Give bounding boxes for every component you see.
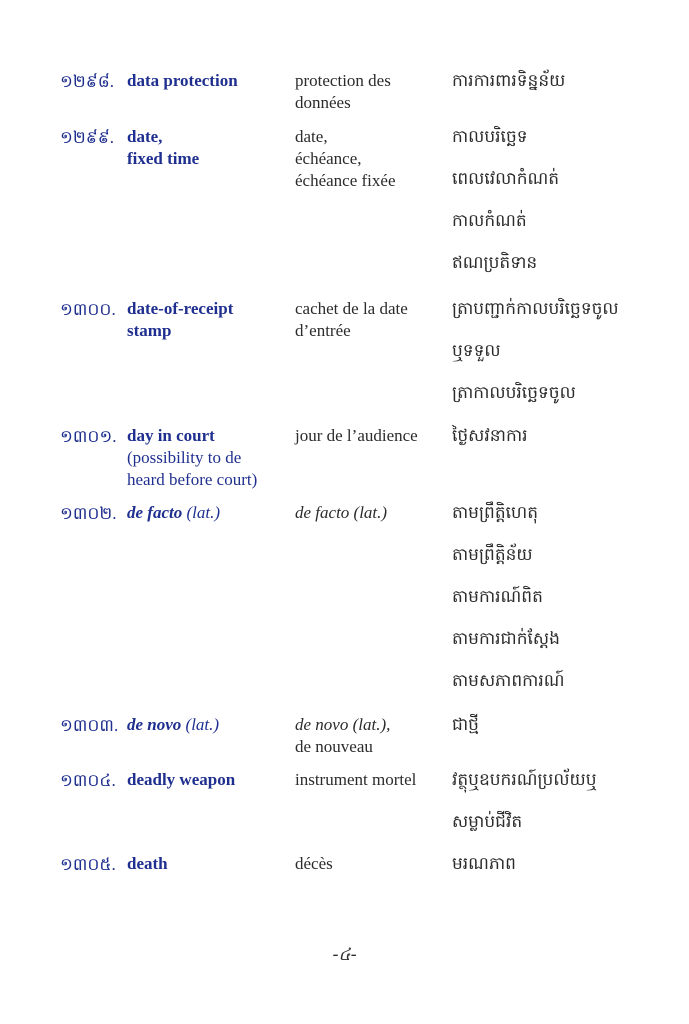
entry-number: ១៣០៤. [60,771,116,790]
term-note: heard before court) [127,470,258,489]
khmer-translation [452,769,677,853]
french-translation [295,853,445,875]
entry-number: ១២៩៨. [60,72,115,91]
km-line: កាលបរិច្ឆេទ [452,127,528,147]
km-line: តាមការជាក់ស្ដែង [452,629,560,649]
term-lat: (lat.) [186,503,221,522]
entry-number: ១៣០២. [60,504,117,523]
km-line: ឬទទួល [452,341,501,361]
term-text [127,714,287,736]
km-line: ត្រាកាលបរិច្ឆេទចូល [452,383,576,403]
km-line: តាមព្រឹត្តិន័យ [452,545,533,565]
entry-number: ១២៩៩. [60,128,115,147]
km-line: កាលកំណត់ [452,211,527,231]
entry-number: ១៣០៥. [60,855,116,874]
khmer-translation [452,853,677,895]
term-text: date, [127,127,163,146]
french-translation [295,714,445,758]
fr-line: données [295,93,351,112]
fr-line: date, [295,127,328,146]
page-number: -៤- [332,945,357,965]
km-line: ថ្ងៃសវនាការ [452,426,528,446]
km-line: តាមព្រឹត្តិហេតុ [452,503,538,523]
khmer-translation [452,714,677,756]
entry-number: ១៣០០. [60,300,116,319]
km-line: សម្លាប់ជីវិត [452,812,523,832]
km-line: ការការពារទិន្នន័យ [452,71,566,91]
english-term [127,502,287,524]
km-line: តាមការណ៍ពិត [452,587,543,607]
english-term [127,769,287,791]
entry-number: ១៣០១. [60,427,117,446]
term-italic: de novo [127,715,182,734]
km-line: វត្ថុឬឧបករណ៍ប្រល័យឬ [452,770,597,790]
fr-line: de nouveau [295,737,373,756]
english-term [127,714,287,736]
english-term [127,126,287,170]
english-term [127,298,287,342]
term-text-2: stamp [127,321,172,340]
english-term [127,425,287,491]
fr-line: d’entrée [295,321,351,340]
english-term [127,853,287,875]
term-text: deadly weapon [127,770,236,789]
fr-line: protection des [295,71,391,90]
term-italic: de facto [127,503,183,522]
term-text [127,502,287,524]
km-line: ពេលវេលាកំណត់ [452,169,560,189]
fr-line: décès [295,854,333,873]
french-translation [295,425,445,447]
fr-line: échéance, [295,149,362,168]
khmer-translation [452,298,677,424]
khmer-translation [452,70,677,112]
french-translation [295,298,445,342]
term-text: death [127,854,168,873]
fr-line: échéance fixée [295,171,396,190]
fr-line: de novo (lat.), [295,715,391,734]
term-text: date-of-receipt [127,299,234,318]
term-lat: (lat.) [185,715,220,734]
fr-line: cachet de la date [295,299,408,318]
km-line: ឥណប្រតិទាន [452,253,538,273]
entry-number: ១៣០៣. [60,716,119,735]
term-text: data protection [127,71,238,90]
french-translation [295,126,445,192]
fr-line: de facto (lat.) [295,503,388,522]
khmer-translation [452,425,677,467]
km-line: ជាថ្មី [452,715,479,735]
term-text: day in court [127,426,215,445]
term-note: (possibility to de [127,448,242,467]
fr-line: jour de l’audience [295,426,418,445]
km-line: តាមសភាពការណ៍ [452,671,565,691]
english-term [127,70,287,92]
term-text-2: fixed time [127,149,200,168]
french-translation [295,70,445,114]
km-line: ត្រាបញ្ជាក់កាលបរិច្ឆេទចូល [452,299,619,319]
french-translation [295,769,445,791]
french-translation [295,502,445,524]
khmer-translation [452,126,677,294]
khmer-translation [452,502,677,712]
km-line: មរណភាព [452,854,516,874]
fr-line: instrument mortel [295,770,417,789]
